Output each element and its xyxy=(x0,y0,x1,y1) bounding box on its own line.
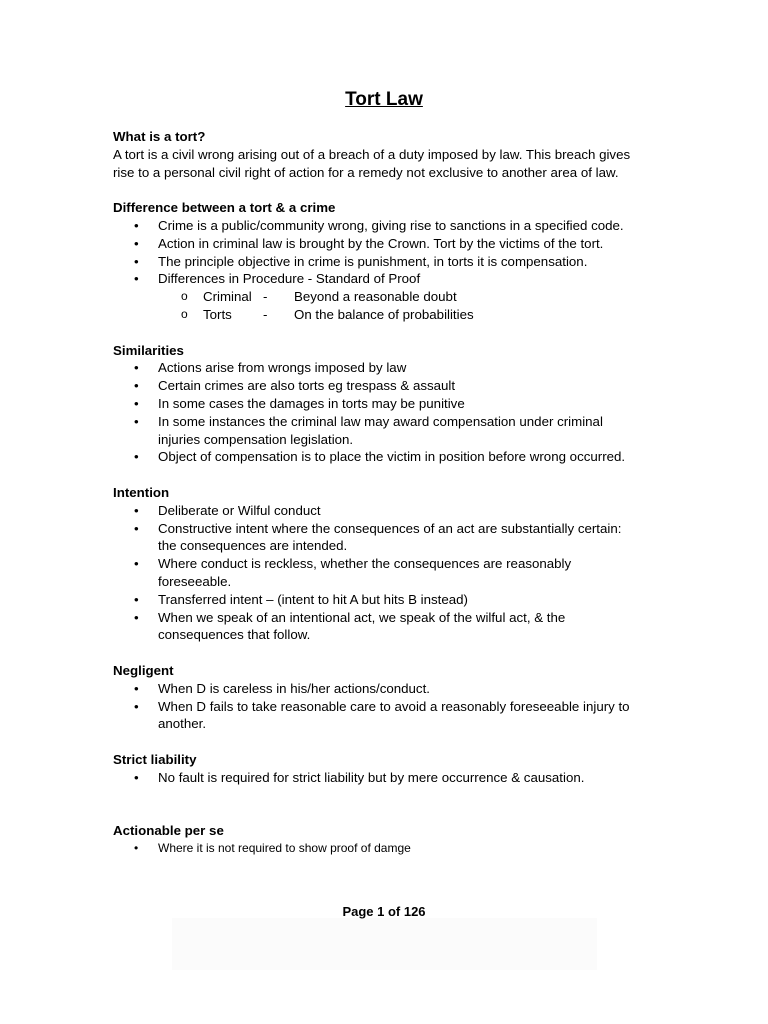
section-negligent xyxy=(113,662,658,733)
section-heading: Intention xyxy=(113,484,170,500)
list-item: • Crime is a public/community wrong, giving rise to sanctions in a specified code. xyxy=(113,217,658,235)
list-item-text: When D fails to take reasonable care to avoid a reasonably foreseeable injury to xyxy=(158,698,630,714)
bullet-list xyxy=(113,359,658,466)
section-heading: Actionable per se xyxy=(113,823,224,839)
list-item-text: In some cases the damages in torts may be punitive xyxy=(158,395,465,411)
list-item-text: Certain crimes are also torts eg trespass & assault xyxy=(158,378,456,394)
list-item-text: consequences that follow. xyxy=(158,627,311,643)
list-item-text: Actions arise from wrongs imposed by law xyxy=(158,360,407,376)
sub-item-label: Torts xyxy=(203,306,232,322)
list-item xyxy=(113,377,658,395)
paragraph-line: rise to a personal civil right of action for a remedy not exclusive to another area of law. xyxy=(113,164,619,180)
sub-item-value: Beyond a reasonable doubt xyxy=(294,289,457,305)
sub-list-item xyxy=(113,288,658,306)
sub-list-item xyxy=(113,306,658,324)
list-item xyxy=(113,555,658,591)
list-item xyxy=(113,840,658,858)
list-item xyxy=(113,448,658,466)
sub-item-dash: - xyxy=(263,306,268,322)
list-item-text: another. xyxy=(158,716,207,732)
list-item-text: Object of compensation is to place the victim in position before wrong occurred. xyxy=(158,449,626,465)
list-item: • Action in criminal law is brought by the Crown. Tort by the victims of the tort. xyxy=(113,235,658,253)
list-item xyxy=(113,413,658,449)
list-item xyxy=(113,591,658,609)
list-item-text: When D is careless in his/her actions/conduct. xyxy=(158,680,430,696)
section-heading: Difference between a tort & a crime xyxy=(113,200,336,216)
section-difference xyxy=(113,199,658,324)
section-strict-liability xyxy=(113,751,658,787)
document-body xyxy=(113,128,658,875)
list-item-text: Where it is not required to show proof of damge xyxy=(158,840,411,855)
bullet-list xyxy=(113,680,658,733)
list-item xyxy=(113,698,658,734)
list-item-text: When we speak of an intentional act, we speak of the wilful act, & the xyxy=(158,609,566,625)
section-heading: Similarities xyxy=(113,342,184,358)
list-item-text: injuries compensation legislation. xyxy=(158,431,354,447)
list-item xyxy=(113,769,658,787)
bullet-list xyxy=(113,502,658,644)
section-similarities xyxy=(113,342,658,467)
section-heading: What is a tort? xyxy=(113,129,206,144)
bullet-list xyxy=(113,840,658,858)
section-intention xyxy=(113,484,658,644)
list-item xyxy=(113,609,658,645)
list-item xyxy=(113,359,658,377)
page-number: Page 1 of 126 xyxy=(342,904,426,919)
list-item: • Differences in Procedure - Standard of Proof xyxy=(113,270,658,288)
paragraph-line: A tort is a civil wrong arising out of a breach of a duty imposed by law. This breach gives xyxy=(113,146,631,162)
list-item-text: foreseeable. xyxy=(158,573,232,589)
sub-item-label: Criminal xyxy=(203,289,252,305)
list-item xyxy=(113,502,658,520)
section-actionable-per-se xyxy=(113,822,658,858)
sub-list xyxy=(113,288,658,324)
list-item-text: the consequences are intended. xyxy=(158,538,348,554)
footer-shade xyxy=(172,918,597,970)
list-item-text: No fault is required for strict liability but by mere occurrence & causation. xyxy=(158,769,585,785)
section-what-is-a-tort xyxy=(113,128,658,181)
list-item-text: In some instances the criminal law may award compensation under criminal xyxy=(158,413,603,429)
list-item-text: Constructive intent where the consequences of an act are substantially certain: xyxy=(158,520,622,536)
bullet-list xyxy=(113,217,658,288)
list-item xyxy=(113,680,658,698)
sub-item-value: On the balance of probabilities xyxy=(294,306,474,322)
page-title: Tort Law xyxy=(345,89,423,110)
list-item: • The principle objective in crime is punishment, in torts it is compensation. xyxy=(113,253,658,271)
bullet-list xyxy=(113,769,658,787)
list-item xyxy=(113,520,658,556)
list-item-text: Deliberate or Wilful conduct xyxy=(158,502,321,518)
list-item xyxy=(113,395,658,413)
section-heading: Strict liability xyxy=(113,751,197,767)
sub-item-dash: - xyxy=(263,289,268,305)
list-item-text: Transferred intent – (intent to hit A but hits B instead) xyxy=(158,591,468,607)
section-heading: Negligent xyxy=(113,662,174,678)
list-item-text: Where conduct is reckless, whether the consequences are reasonably xyxy=(158,556,572,572)
